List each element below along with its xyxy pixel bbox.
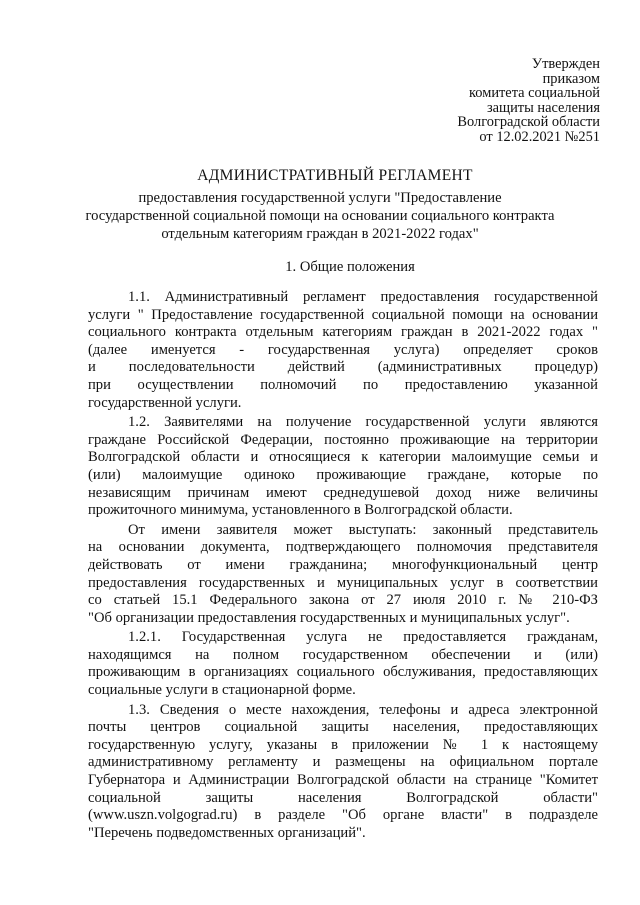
text-line: Губернатора и Администрации Волгоградской области на странице "Комитет: [88, 772, 598, 789]
document-body: [88, 289, 598, 844]
text-line: От имени заявителя может выступать: законный представитель: [128, 521, 598, 538]
text-line: граждане Российской Федерации, постоянно проживающие на территории: [88, 431, 598, 448]
text-line: "Об организации предоставления государственных и муниципальных услуг".: [88, 609, 570, 626]
paragraph-1-1: [88, 289, 598, 412]
text-line: проживающим в организациях социального обслуживания, предоставляющих: [88, 664, 598, 681]
text-line: прожиточного минимума, установленного в Волгоградской области.: [88, 502, 513, 519]
approval-line: Утвержден: [531, 56, 600, 72]
text-line: со статьей 15.1 Федерального закона от 27 июля 2010 г. № 210-ФЗ: [88, 592, 598, 609]
text-line: социальной защиты населения Волгоградской области": [88, 789, 598, 806]
text-line: 1.2. Заявителями на получение государственной услуги являются: [128, 414, 598, 431]
subtitle-line: предоставления государственной услуги "Предоставление: [138, 190, 502, 206]
text-line: (www.uszn.volgograd.ru) в разделе "Об органе власти" в подразделе: [88, 807, 598, 824]
text-line: 1.3. Сведения о месте нахождения, телефоны и адреса электронной: [128, 701, 598, 718]
text-line: находящимся на полном государственном обеспечении и (или): [88, 646, 598, 663]
text-line: (далее именуется - государственная услуга) определяет сроков: [88, 341, 598, 358]
text-line: социальные услуги в стационарной форме.: [88, 682, 356, 699]
approval-stamp: [457, 57, 600, 145]
paragraph-1-2: [88, 414, 598, 520]
document-title: АДМИНИСТРАТИВНЫЙ РЕГЛАМЕНТ: [197, 167, 473, 184]
subtitle-line: отдельным категориям граждан в 2021-2022 годах": [161, 226, 479, 242]
document-subtitle: [0, 189, 640, 243]
paragraph-1-2-1: [88, 629, 598, 699]
text-line: административному регламенту и размещены на официальном портале: [88, 754, 598, 771]
text-line: предоставления государственных и муниципальных услуг в соответствии: [88, 574, 598, 591]
text-line: социального контракта отдельным категориям граждан в 2021-2022 годах ": [88, 324, 598, 341]
approval-line: от 12.02.2021 №251: [479, 128, 600, 145]
document-header: [0, 167, 640, 243]
approval-line: комитета социальной: [469, 85, 600, 102]
text-line: при осуществлении полномочий по предоставлению указанной: [88, 376, 598, 393]
text-line: действовать от имени гражданина; многофункциональный центр: [88, 556, 598, 573]
text-line: "Перечень подведомственных организаций".: [88, 824, 366, 841]
subtitle-line: государственной социальной помощи на основании социального контракта: [85, 208, 555, 224]
approval-line: Волгоградской области: [457, 114, 600, 131]
text-line: независящим причинам имеют среднедушевой доход ниже величины: [88, 484, 598, 501]
section-title: 1. Общие положения: [285, 259, 415, 275]
approval-line: защиты населения: [486, 99, 600, 116]
paragraph-1-3: [88, 702, 598, 843]
text-line: государственную услугу, указаны в приложении № 1 к настоящему: [88, 736, 598, 753]
text-line: услуги " Предоставление государственной социальной помощи на основании: [88, 306, 598, 323]
text-line: почты центров социальной защиты населения, предоставляющих: [88, 719, 598, 736]
text-line: и последовательности действий (административных процедур): [88, 359, 598, 376]
text-line: 1.2.1. Государственная услуга не предоставляется гражданам,: [128, 629, 598, 646]
text-line: Волгоградской области и относящиеся к категории малоимущие семьи и: [88, 449, 598, 466]
approval-line: приказом: [542, 70, 600, 87]
text-line: государственной услуги.: [88, 394, 242, 411]
text-line: на основании документа, подтверждающего полномочия представителя: [88, 539, 598, 556]
paragraph-representative: [88, 522, 598, 628]
text-line: 1.1. Административный регламент предоставления государственной: [128, 289, 598, 305]
text-line: (или) малоимущие одиноко проживающие граждане, которые по: [88, 466, 598, 483]
